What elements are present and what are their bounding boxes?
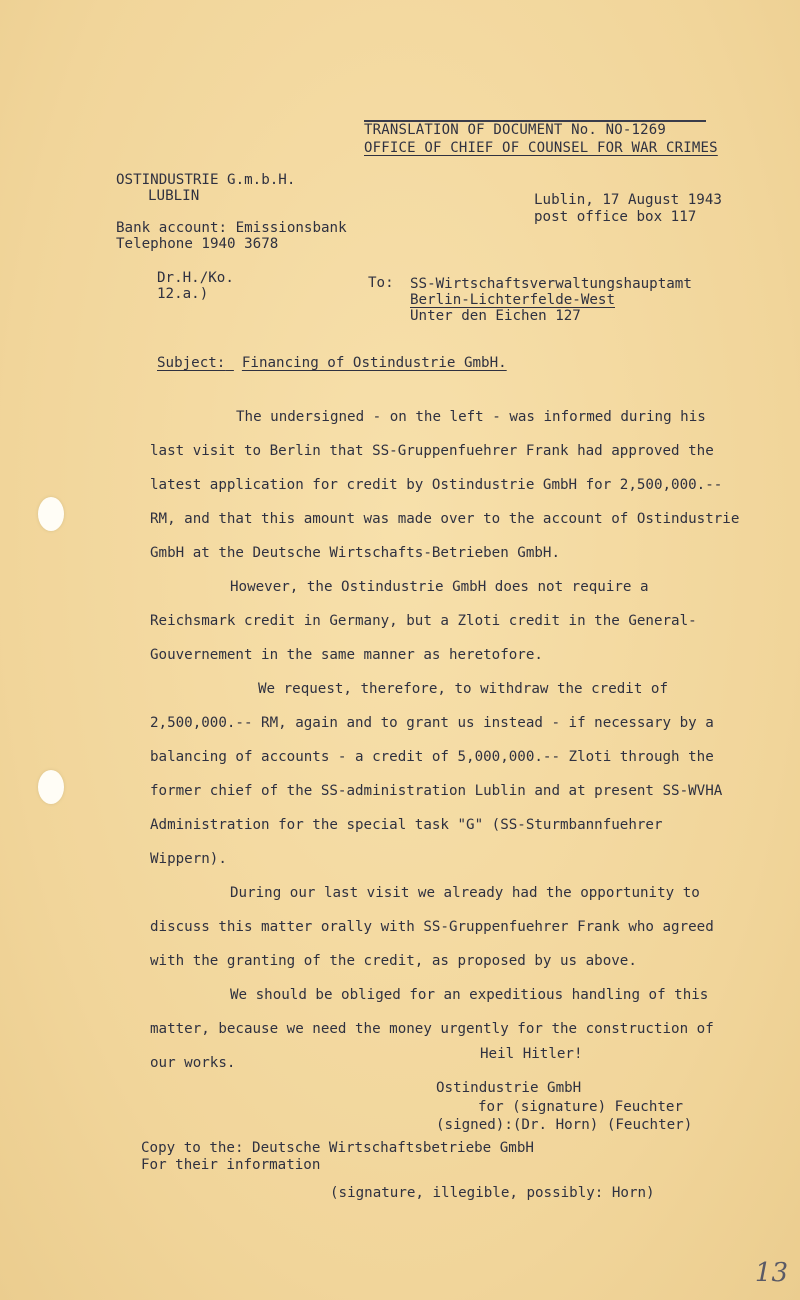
recipient-line-2: Berlin-Lichterfelde-West: [410, 292, 615, 308]
body-paragraph: However, the Ostindustrie GmbH does not require a Reichsmark credit in Germany, but a Zloti credit in the General-Gouvernement in the same manner as heretofore.: [150, 579, 697, 663]
closing-company: Ostindustrie GmbH: [436, 1080, 582, 1096]
reference-line-1: Dr.H./Ko.: [157, 270, 234, 286]
reference-line-2: 12.a.): [157, 286, 209, 302]
closing-for-line: for (signature) Feuchter: [478, 1099, 683, 1115]
bank-account-line: Bank account: Emissionsbank: [116, 220, 347, 236]
telephone-line: Telephone 1940 3678: [116, 236, 279, 252]
recipient-line-1: SS-Wirtschaftsverwaltungshauptamt: [410, 276, 692, 292]
subject-label: Subject:: [157, 355, 226, 371]
sender-city: LUBLIN: [148, 188, 200, 204]
recipient-line-3: Unter den Eichen 127: [410, 308, 581, 324]
letter-body: [150, 400, 742, 1080]
office-title: OFFICE OF CHIEF OF COUNSEL FOR WAR CRIMES: [364, 140, 718, 156]
information-line: For their information: [141, 1157, 321, 1173]
page-number: 13: [754, 1258, 788, 1288]
date-line: Lublin, 17 August 1943: [534, 192, 722, 208]
salutation: Heil Hitler!: [480, 1046, 583, 1062]
closing-signed-line: (signed):(Dr. Horn) (Feuchter): [436, 1117, 693, 1133]
translation-title: TRANSLATION OF DOCUMENT No. NO-1269: [364, 122, 667, 138]
punch-hole-top: [38, 497, 64, 531]
signature-note: (signature, illegible, possibly: Horn): [330, 1185, 655, 1201]
subject-text: Financing of Ostindustrie GmbH.: [241, 355, 507, 371]
post-office-box: post office box 117: [534, 209, 697, 225]
copy-to-line: Copy to the: Deutsche Wirtschaftsbetriebe GmbH: [141, 1140, 534, 1156]
body-paragraph: We should be obliged for an expeditious handling of this matter, because we need the money urgently for the construction of our works.: [150, 987, 714, 1071]
punch-hole-bottom: [38, 770, 64, 804]
to-label: To:: [368, 275, 394, 291]
body-paragraph: The undersigned - on the left - was informed during his last visit to Berlin that SS-Gruppenfuehrer Frank had approved the latest application for credit by Ostindustrie GmbH for 2,500,000.-- RM, and that this amount was made over to the account of Ostindustrie GmbH at the Deutsche Wirtschafts-Betrieben GmbH.: [150, 409, 740, 561]
sender-company: OSTINDUSTRIE G.m.b.H.: [116, 172, 296, 188]
body-paragraph: We request, therefore, to withdraw the credit of 2,500,000.-- RM, again and to grant us instead - if necessary by a balancing of accounts - a credit of 5,000,000.-- Zloti through the former chief of the SS-administration Lublin and at present SS-WVHA Administration for the special task "G" (SS-Sturmbannfuehrer Wippern).: [150, 681, 723, 867]
body-paragraph: During our last visit we already had the opportunity to discuss this matter orally with SS-Gruppenfuehrer Frank who agreed with the granting of the credit, as proposed by us above.: [150, 885, 714, 969]
subject-line: [157, 355, 507, 371]
